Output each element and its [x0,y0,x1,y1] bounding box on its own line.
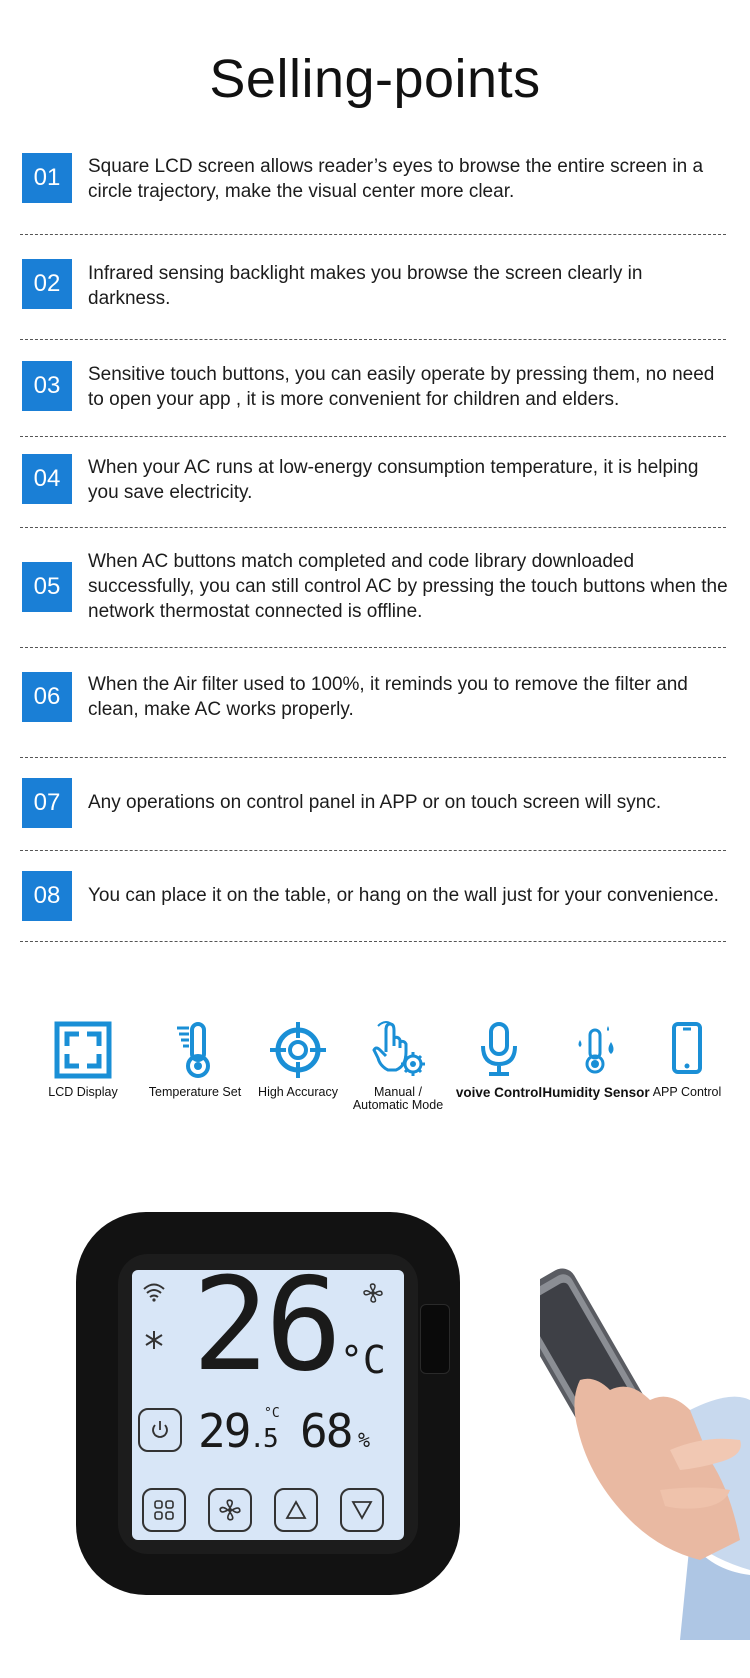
point-text: Sensitive touch buttons, you can easily operate by pressing them, no need to open your app , it is more convenient for children and elders. [88,364,715,410]
point-number-badge: 06 [22,672,72,722]
crosshair-icon [268,1020,328,1080]
point-number-badge: 07 [22,778,72,828]
point-text: You can place it on the table, or hang on the wall just for your convenience. [88,885,719,906]
thermometer-icon [165,1020,225,1080]
hand-holding-phone-image [540,1240,750,1640]
point-text: Infrared sensing backlight makes you browse the screen clearly in darkness. [88,263,643,309]
wifi-icon [142,1282,166,1302]
point-number-badge: 04 [22,454,72,504]
page-title: Selling-points [209,49,541,109]
lcd-screen [132,1251,404,1540]
point-number-badge: 02 [22,259,72,309]
grid-icon [153,1499,175,1521]
point-text: When AC buttons match completed and code library downloaded successfully, you can still control AC by pressing the touch buttons when the network thermostat connected is offline. [88,551,728,622]
list-item [20,528,726,648]
list-item [20,758,726,851]
indoor-temperature-unit: °C [264,1406,280,1421]
feature-voice-control: voive Control [444,1020,554,1099]
selling-points-list [20,150,726,942]
set-temperature-value: 26 [192,1251,339,1400]
feature-lcd-display: LCD Display [28,1020,138,1099]
list-item [20,851,726,942]
list-item [20,437,726,528]
thermostat-device [76,1212,460,1595]
point-text: When your AC runs at low-energy consumption temperature, it is helping you save electricity. [88,457,699,503]
fan-icon [362,1282,384,1304]
point-number-badge: 03 [22,361,72,411]
smartphone-icon [657,1020,717,1080]
point-number-badge: 05 [22,562,72,612]
feature-icons-row [0,1020,750,1120]
feature-app-control: APP Control [632,1020,742,1099]
fan-speed-button[interactable] [208,1488,252,1532]
feature-temperature-set: Temperature Set [140,1020,250,1099]
triangle-down-icon [351,1499,373,1521]
mode-button[interactable] [142,1488,186,1532]
list-item [20,235,726,340]
lcd-display-icon [53,1020,113,1080]
fan-icon [218,1498,242,1522]
temperature-up-button[interactable] [274,1488,318,1532]
power-button[interactable] [138,1408,182,1452]
list-item [20,150,726,235]
point-text: Square LCD screen allows reader’s eyes to browse the entire screen in a circle trajectory, make the visual center more clear. [88,156,704,202]
temperature-down-button[interactable] [340,1488,384,1532]
point-number-badge: 01 [22,153,72,203]
list-item [20,340,726,437]
feature-manual-automatic-mode: Manual / Automatic Mode [343,1020,453,1112]
list-item [20,648,726,758]
point-number-badge: 08 [22,871,72,921]
humidity-value: 68 [300,1404,352,1458]
indoor-temperature-value: 29.5 [198,1404,277,1458]
triangle-up-icon [285,1499,307,1521]
point-text: When the Air filter used to 100%, it reminds you to remove the filter and clean, make AC works properly. [88,674,688,720]
temperature-unit: °C [340,1338,386,1382]
feature-humidity-sensor: Humidity Sensor [541,1020,651,1099]
snowflake-icon [144,1330,164,1350]
hand-gear-icon [368,1020,428,1080]
feature-high-accuracy: High Accuracy [243,1020,353,1099]
humidity-unit: % [358,1428,371,1452]
power-icon [149,1419,171,1441]
side-button[interactable] [420,1304,450,1374]
point-text: Any operations on control panel in APP or on touch screen will sync. [88,792,662,813]
humidity-thermometer-icon [566,1020,626,1080]
microphone-icon [469,1020,529,1080]
